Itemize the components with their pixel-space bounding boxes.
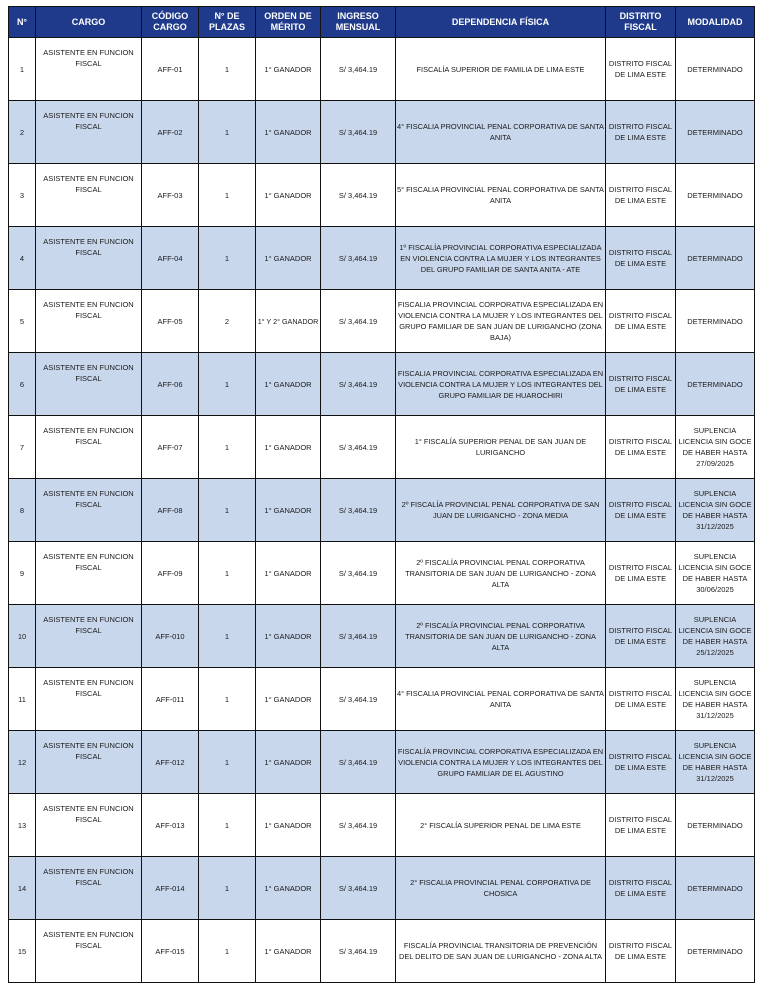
cell-modalidad: SUPLENCIA LICENCIA SIN GOCE DE HABER HASTA 31/12/2025 xyxy=(676,668,755,731)
cell-distrito: DISTRITO FISCAL DE LIMA ESTE xyxy=(606,794,676,857)
cell-plazas: 1 xyxy=(199,353,256,416)
cell-cargo: ASISTENTE EN FUNCION FISCAL xyxy=(36,857,142,920)
column-header-dependencia: DEPENDENCIA FÍSICA xyxy=(396,7,606,38)
table-row xyxy=(9,101,755,164)
cell-num: 7 xyxy=(9,416,36,479)
table-row xyxy=(9,794,755,857)
cell-orden: 1° GANADOR xyxy=(256,857,321,920)
table-row xyxy=(9,920,755,983)
cell-plazas: 1 xyxy=(199,38,256,101)
cell-modalidad: SUPLENCIA LICENCIA SIN GOCE DE HABER HASTA 31/12/2025 xyxy=(676,479,755,542)
cell-cargo: ASISTENTE EN FUNCION FISCAL xyxy=(36,290,142,353)
cell-modalidad: DETERMINADO xyxy=(676,353,755,416)
column-header-codigo: CÓDIGO CARGO xyxy=(142,7,199,38)
cell-codigo: AFF-07 xyxy=(142,416,199,479)
cell-cargo: ASISTENTE EN FUNCION FISCAL xyxy=(36,101,142,164)
cell-codigo: AFF-04 xyxy=(142,227,199,290)
cell-ingreso: S/ 3,464.19 xyxy=(321,542,396,605)
cell-num: 14 xyxy=(9,857,36,920)
cell-num: 10 xyxy=(9,605,36,668)
cell-cargo: ASISTENTE EN FUNCION FISCAL xyxy=(36,731,142,794)
cell-dependencia: FISCALÍA PROVINCIAL TRANSITORIA DE PREVENCIÓN DEL DELITO DE SAN JUAN DE LURIGANCHO - ZONA ALTA xyxy=(396,920,606,983)
cell-dependencia: FISCALIA PROVINCIAL CORPORATIVA ESPECIALIZADA EN VIOLENCIA CONTRA LA MUJER Y LOS INTEGRANTES DEL GRUPO FAMILIAR DE HUAROCHIRI xyxy=(396,353,606,416)
cell-num: 15 xyxy=(9,920,36,983)
cell-dependencia: 2° FISCALÍA SUPERIOR PENAL DE LIMA ESTE xyxy=(396,794,606,857)
cell-codigo: AFF-012 xyxy=(142,731,199,794)
cell-distrito: DISTRITO FISCAL DE LIMA ESTE xyxy=(606,857,676,920)
table-row xyxy=(9,353,755,416)
cell-dependencia: 4° FISCALIA PROVINCIAL PENAL CORPORATIVA DE SANTA ANITA xyxy=(396,668,606,731)
cell-cargo: ASISTENTE EN FUNCION FISCAL xyxy=(36,542,142,605)
cell-ingreso: S/ 3,464.19 xyxy=(321,731,396,794)
cell-orden: 1° GANADOR xyxy=(256,353,321,416)
cell-ingreso: S/ 3,464.19 xyxy=(321,101,396,164)
cell-ingreso: S/ 3,464.19 xyxy=(321,479,396,542)
cell-codigo: AFF-015 xyxy=(142,920,199,983)
cell-modalidad: SUPLENCIA LICENCIA SIN GOCE DE HABER HASTA 27/09/2025 xyxy=(676,416,755,479)
column-header-modalidad: MODALIDAD xyxy=(676,7,755,38)
cell-distrito: DISTRITO FISCAL DE LIMA ESTE xyxy=(606,101,676,164)
cell-modalidad: DETERMINADO xyxy=(676,227,755,290)
table-row xyxy=(9,605,755,668)
cell-plazas: 1 xyxy=(199,731,256,794)
cell-modalidad: DETERMINADO xyxy=(676,794,755,857)
cell-dependencia: 2º FISCALÍA PROVINCIAL PENAL CORPORATIVA TRANSITORIA DE SAN JUAN DE LURIGANCHO - ZONA ALTA xyxy=(396,542,606,605)
table-row xyxy=(9,731,755,794)
cell-modalidad: DETERMINADO xyxy=(676,164,755,227)
cell-orden: 1° GANADOR xyxy=(256,794,321,857)
cell-plazas: 1 xyxy=(199,857,256,920)
table-row xyxy=(9,290,755,353)
cell-distrito: DISTRITO FISCAL DE LIMA ESTE xyxy=(606,920,676,983)
table-row xyxy=(9,227,755,290)
cell-orden: 1° GANADOR xyxy=(256,668,321,731)
cell-distrito: DISTRITO FISCAL DE LIMA ESTE xyxy=(606,38,676,101)
cell-plazas: 1 xyxy=(199,605,256,668)
cell-ingreso: S/ 3,464.19 xyxy=(321,38,396,101)
cell-distrito: DISTRITO FISCAL DE LIMA ESTE xyxy=(606,416,676,479)
cell-codigo: AFF-09 xyxy=(142,542,199,605)
cell-orden: 1° GANADOR xyxy=(256,38,321,101)
cell-distrito: DISTRITO FISCAL DE LIMA ESTE xyxy=(606,605,676,668)
cell-codigo: AFF-01 xyxy=(142,38,199,101)
cell-distrito: DISTRITO FISCAL DE LIMA ESTE xyxy=(606,164,676,227)
cell-plazas: 1 xyxy=(199,920,256,983)
cell-cargo: ASISTENTE EN FUNCION FISCAL xyxy=(36,668,142,731)
table-row xyxy=(9,164,755,227)
cell-cargo: ASISTENTE EN FUNCION FISCAL xyxy=(36,794,142,857)
cell-cargo: ASISTENTE EN FUNCION FISCAL xyxy=(36,416,142,479)
column-header-orden: ORDEN DE MÉRITO xyxy=(256,7,321,38)
cell-num: 9 xyxy=(9,542,36,605)
column-header-ingreso: INGRESO MENSUAL xyxy=(321,7,396,38)
cell-codigo: AFF-05 xyxy=(142,290,199,353)
cell-modalidad: DETERMINADO xyxy=(676,101,755,164)
table-body xyxy=(9,38,755,983)
cell-ingreso: S/ 3,464.19 xyxy=(321,794,396,857)
cell-orden: 1° Y 2° GANADOR xyxy=(256,290,321,353)
column-header-distrito: DISTRITO FISCAL xyxy=(606,7,676,38)
cell-plazas: 1 xyxy=(199,164,256,227)
cell-codigo: AFF-014 xyxy=(142,857,199,920)
cell-codigo: AFF-06 xyxy=(142,353,199,416)
cell-num: 5 xyxy=(9,290,36,353)
table-row xyxy=(9,38,755,101)
cell-ingreso: S/ 3,464.19 xyxy=(321,605,396,668)
cell-plazas: 2 xyxy=(199,290,256,353)
cell-orden: 1° GANADOR xyxy=(256,227,321,290)
cell-num: 4 xyxy=(9,227,36,290)
cell-ingreso: S/ 3,464.19 xyxy=(321,920,396,983)
cell-orden: 1° GANADOR xyxy=(256,101,321,164)
cell-codigo: AFF-03 xyxy=(142,164,199,227)
cell-distrito: DISTRITO FISCAL DE LIMA ESTE xyxy=(606,542,676,605)
cell-ingreso: S/ 3,464.19 xyxy=(321,353,396,416)
vacancies-sheet xyxy=(8,6,755,983)
cell-cargo: ASISTENTE EN FUNCION FISCAL xyxy=(36,353,142,416)
cell-orden: 1° GANADOR xyxy=(256,731,321,794)
cell-codigo: AFF-013 xyxy=(142,794,199,857)
cell-cargo: ASISTENTE EN FUNCION FISCAL xyxy=(36,164,142,227)
cell-ingreso: S/ 3,464.19 xyxy=(321,416,396,479)
cell-orden: 1° GANADOR xyxy=(256,479,321,542)
cell-dependencia: 2º FISCALÍA PROVINCIAL PENAL CORPORATIVA TRANSITORIA DE SAN JUAN DE LURIGANCHO - ZONA ALTA xyxy=(396,605,606,668)
cell-num: 3 xyxy=(9,164,36,227)
cell-orden: 1° GANADOR xyxy=(256,416,321,479)
cell-dependencia: 2° FISCALIA PROVINCIAL PENAL CORPORATIVA DE CHOSICA xyxy=(396,857,606,920)
cell-ingreso: S/ 3,464.19 xyxy=(321,227,396,290)
vacancies-table xyxy=(8,6,755,983)
cell-ingreso: S/ 3,464.19 xyxy=(321,857,396,920)
cell-plazas: 1 xyxy=(199,416,256,479)
table-row xyxy=(9,668,755,731)
cell-num: 6 xyxy=(9,353,36,416)
cell-num: 2 xyxy=(9,101,36,164)
cell-dependencia: 1º FISCALÍA PROVINCIAL CORPORATIVA ESPECIALIZADA EN VIOLENCIA CONTRA LA MUJER Y LOS INTEGRANTES DEL GRUPO FAMILIAR DE SANTA ANITA - ATE xyxy=(396,227,606,290)
cell-modalidad: SUPLENCIA LICENCIA SIN GOCE DE HABER HASTA 25/12/2025 xyxy=(676,605,755,668)
cell-dependencia: 2º FISCALÍA PROVINCIAL PENAL CORPORATIVA DE SAN JUAN DE LURIGANCHO - ZONA MEDIA xyxy=(396,479,606,542)
cell-ingreso: S/ 3,464.19 xyxy=(321,164,396,227)
column-header-plazas: N° DE PLAZAS xyxy=(199,7,256,38)
cell-distrito: DISTRITO FISCAL DE LIMA ESTE xyxy=(606,479,676,542)
cell-cargo: ASISTENTE EN FUNCION FISCAL xyxy=(36,38,142,101)
cell-dependencia: FISCALIA PROVINCIAL CORPORATIVA ESPECIALIZADA EN VIOLENCIA CONTRA LA MUJER Y LOS INTEGRANTES DEL GRUPO FAMILIAR DE SAN JUAN DE LURIGANCHO (ZONA BAJA) xyxy=(396,290,606,353)
table-row xyxy=(9,857,755,920)
cell-modalidad: DETERMINADO xyxy=(676,38,755,101)
cell-orden: 1° GANADOR xyxy=(256,542,321,605)
cell-dependencia: 1° FISCALÍA SUPERIOR PENAL DE SAN JUAN DE LURIGANCHO xyxy=(396,416,606,479)
cell-modalidad: DETERMINADO xyxy=(676,920,755,983)
cell-ingreso: S/ 3,464.19 xyxy=(321,290,396,353)
cell-codigo: AFF-011 xyxy=(142,668,199,731)
cell-orden: 1° GANADOR xyxy=(256,920,321,983)
cell-dependencia: 4° FISCALIA PROVINCIAL PENAL CORPORATIVA DE SANTA ANITA xyxy=(396,101,606,164)
column-header-num: N° xyxy=(9,7,36,38)
cell-modalidad: SUPLENCIA LICENCIA SIN GOCE DE HABER HASTA 31/12/2025 xyxy=(676,731,755,794)
cell-codigo: AFF-08 xyxy=(142,479,199,542)
cell-plazas: 1 xyxy=(199,794,256,857)
column-header-cargo: CARGO xyxy=(36,7,142,38)
cell-codigo: AFF-02 xyxy=(142,101,199,164)
cell-plazas: 1 xyxy=(199,479,256,542)
cell-num: 13 xyxy=(9,794,36,857)
cell-plazas: 1 xyxy=(199,542,256,605)
cell-distrito: DISTRITO FISCAL DE LIMA ESTE xyxy=(606,353,676,416)
cell-cargo: ASISTENTE EN FUNCION FISCAL xyxy=(36,479,142,542)
cell-ingreso: S/ 3,464.19 xyxy=(321,668,396,731)
cell-modalidad: SUPLENCIA LICENCIA SIN GOCE DE HABER HASTA 30/06/2025 xyxy=(676,542,755,605)
cell-orden: 1° GANADOR xyxy=(256,605,321,668)
table-row xyxy=(9,479,755,542)
cell-cargo: ASISTENTE EN FUNCION FISCAL xyxy=(36,920,142,983)
cell-codigo: AFF-010 xyxy=(142,605,199,668)
cell-num: 11 xyxy=(9,668,36,731)
cell-dependencia: FISCALÍA PROVINCIAL CORPORATIVA ESPECIALIZADA EN VIOLENCIA CONTRA LA MUJER Y LOS INTEGRANTES DEL GRUPO FAMILIAR DE EL AGUSTINO xyxy=(396,731,606,794)
cell-num: 8 xyxy=(9,479,36,542)
cell-plazas: 1 xyxy=(199,668,256,731)
cell-cargo: ASISTENTE EN FUNCION FISCAL xyxy=(36,605,142,668)
cell-modalidad: DETERMINADO xyxy=(676,857,755,920)
cell-modalidad: DETERMINADO xyxy=(676,290,755,353)
cell-distrito: DISTRITO FISCAL DE LIMA ESTE xyxy=(606,668,676,731)
cell-orden: 1° GANADOR xyxy=(256,164,321,227)
cell-distrito: DISTRITO FISCAL DE LIMA ESTE xyxy=(606,227,676,290)
cell-plazas: 1 xyxy=(199,101,256,164)
cell-distrito: DISTRITO FISCAL DE LIMA ESTE xyxy=(606,290,676,353)
cell-cargo: ASISTENTE EN FUNCION FISCAL xyxy=(36,227,142,290)
cell-dependencia: 5° FISCALIA PROVINCIAL PENAL CORPORATIVA DE SANTA ANITA xyxy=(396,164,606,227)
cell-dependencia: FISCALÍA SUPERIOR DE FAMILIA DE LIMA ESTE xyxy=(396,38,606,101)
cell-num: 1 xyxy=(9,38,36,101)
cell-num: 12 xyxy=(9,731,36,794)
table-row xyxy=(9,542,755,605)
cell-plazas: 1 xyxy=(199,227,256,290)
table-row xyxy=(9,416,755,479)
cell-distrito: DISTRITO FISCAL DE LIMA ESTE xyxy=(606,731,676,794)
table-header-row xyxy=(9,7,755,38)
